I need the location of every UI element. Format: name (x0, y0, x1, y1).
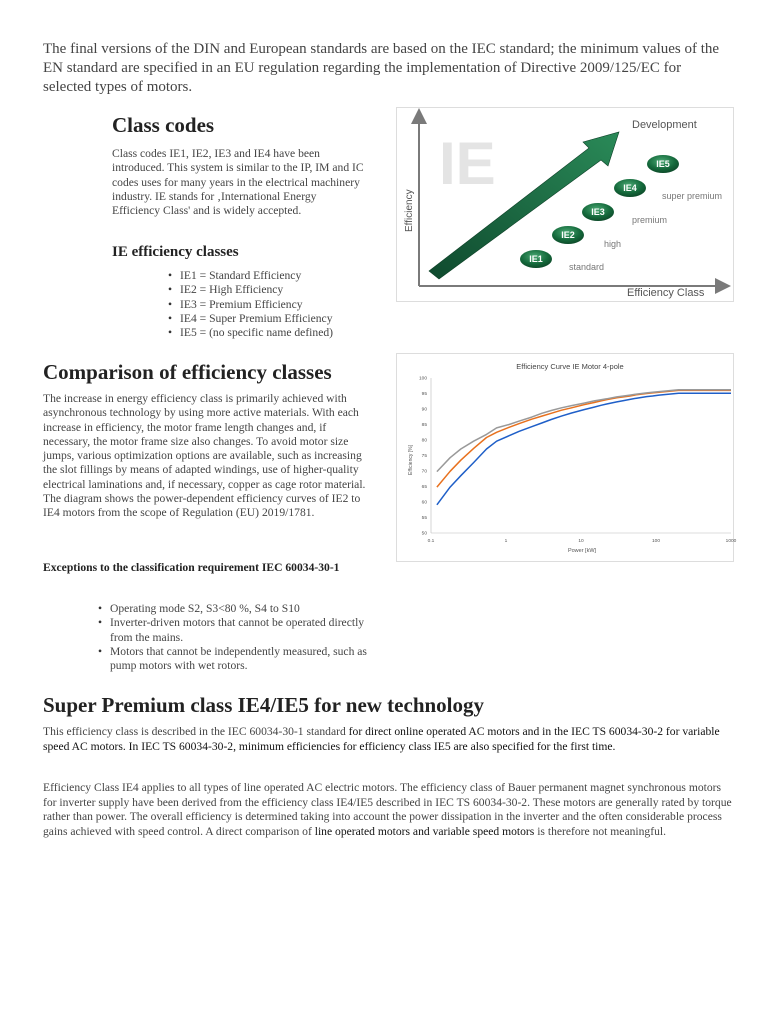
y-tick-label: 60 (421, 500, 427, 506)
ie-watermark: IE (439, 130, 496, 197)
ie2-badge-text: IE2 (561, 230, 575, 240)
development-label: Development (632, 119, 697, 131)
y-tick-label: 85 (421, 423, 427, 429)
ie-classes-heading: IE efficiency classes (112, 244, 239, 260)
chart-title: Efficiency Curve IE Motor 4-pole (516, 362, 624, 371)
series-line-3 (437, 390, 731, 472)
premium-label: premium (632, 215, 668, 225)
p1-text-a: This efficiency class is described in the IEC 60034-30-1 standard (43, 725, 349, 738)
y-tick-label: 50 (421, 531, 427, 537)
comparison-heading: Comparison of efficiency classes (43, 360, 332, 384)
super-premium-heading: Super Premium class IE4/IE5 for new technology (43, 693, 485, 717)
y-tick-label: 90 (421, 407, 427, 413)
comparison-text: The increase in energy efficiency class is primarily achieved with asynchronous technology by using more active materials. With each increase in efficiency, the motor frame length changes and, if necessary, the motor frame size also changes. To avoid motor size jumps, various optimization options are available, such as increasing the slot fillings by means of adapted windings, use of higher-quality electrical laminations and, if necessary, copper as cage rotor material. The diagram shows the power-dependent efficiency curves of IE2 to IE4 motors from the scope of Regulation (EU) 2019/1781. (43, 392, 366, 520)
ie4-badge-text: IE4 (623, 183, 637, 193)
y-tick-label: 95 (421, 392, 427, 398)
super-premium-label: super premium (662, 191, 723, 201)
list-item: • IE5 = (no specific name defined) (166, 326, 333, 340)
efficiency-curve-chart (397, 354, 737, 561)
list-item: • IE4 = Super Premium Efficiency (166, 312, 333, 326)
exceptions-list (96, 602, 371, 673)
y-axis-label: Efficiency (404, 189, 415, 232)
y-tick-label: 55 (421, 516, 427, 522)
y-tick-label: 75 (421, 454, 427, 460)
p1-text-b: for direct online operated AC motors and in the IEC TS 60034-30-2 for variable speed AC motors. In IEC TS 60034-30-2, minimum efficiencies for efficiency class IE5 are also specified for the first time. (43, 725, 720, 753)
y-tick-label: 100 (418, 376, 427, 382)
series-line-2 (437, 390, 731, 487)
list-item: • Operating mode S2, S3<80 %, S4 to S10 (96, 602, 371, 616)
series-line-1 (437, 393, 731, 505)
x-tick-label: 0.1 (427, 539, 435, 544)
y-tick-label: 70 (421, 469, 427, 475)
super-premium-paragraph-1 (43, 725, 733, 754)
p2-text-a: Efficiency Class IE4 applies to all types of line operated AC electric motors. The efficiency class of Bauer permanent magnet synchronous motors for inverter supply have been derived from the efficiency class IE4/IE5 described in IEC TS 60034-30-2. These motors are generally rated by torque rather than power. The overall efficiency is determined taking into account the power dissipation in the inverter and the often considerable process gains achieved with speed control. A direct comparison of (43, 781, 732, 838)
ie1-badge-text: IE1 (529, 254, 543, 264)
y-tick-label: 80 (421, 438, 427, 444)
class-codes-heading: Class codes (112, 113, 215, 137)
standard-label: standard (569, 262, 605, 272)
x-tick-label: 1 (504, 539, 508, 544)
y-tick-label: 65 (421, 485, 427, 491)
ie3-badge-text: IE3 (591, 207, 605, 217)
exceptions-heading: Exceptions to the classification requirement IEC 60034-30-1 (43, 561, 340, 574)
x-axis-title: Power [kW] (567, 548, 597, 554)
y-axis-title: Efficiency [%] (408, 445, 414, 475)
super-premium-paragraph-2 (43, 781, 733, 839)
list-item: • Inverter-driven motors that cannot be operated directly from the mains. (96, 616, 371, 645)
list-item: • IE3 = Premium Efficiency (166, 298, 333, 312)
ie-classes-list (166, 269, 333, 340)
ie-development-diagram (397, 108, 733, 301)
high-label: high (604, 239, 622, 249)
p2-text-c: is therefore not meaningful. (534, 824, 666, 838)
x-tick-label: 10 (578, 539, 584, 544)
x-tick-label: 100 (651, 539, 661, 544)
ie-development-figure (396, 107, 734, 302)
x-tick-label: 1000 (725, 539, 737, 544)
x-axis-label: Efficiency Class (627, 287, 705, 299)
p2-text-b: line operated motors and variable speed motors (314, 824, 535, 838)
intro-paragraph: The final versions of the DIN and European standards are based on the IEC standard; the minimum values of the EN standard are specified in an EU regulation regarding the implementation of Directive 2009/125/EC for selected types of motors. (43, 41, 720, 95)
class-codes-text: Class codes IE1, IE2, IE3 and IE4 have been introduced. This system is similar to the IP, IM and IC codes uses for many years in the electrical machinery industry. IE stands for ‚International Energy Efficiency Class' and is widely accepted. (112, 147, 364, 218)
list-item: • IE1 = Standard Efficiency (166, 269, 333, 283)
efficiency-chart-figure (396, 353, 737, 562)
list-item: • Motors that cannot be independently measured, such as pump motors with wet rotors. (96, 645, 371, 674)
ie5-badge-text: IE5 (656, 159, 670, 169)
list-item: • IE2 = High Efficiency (166, 283, 333, 297)
